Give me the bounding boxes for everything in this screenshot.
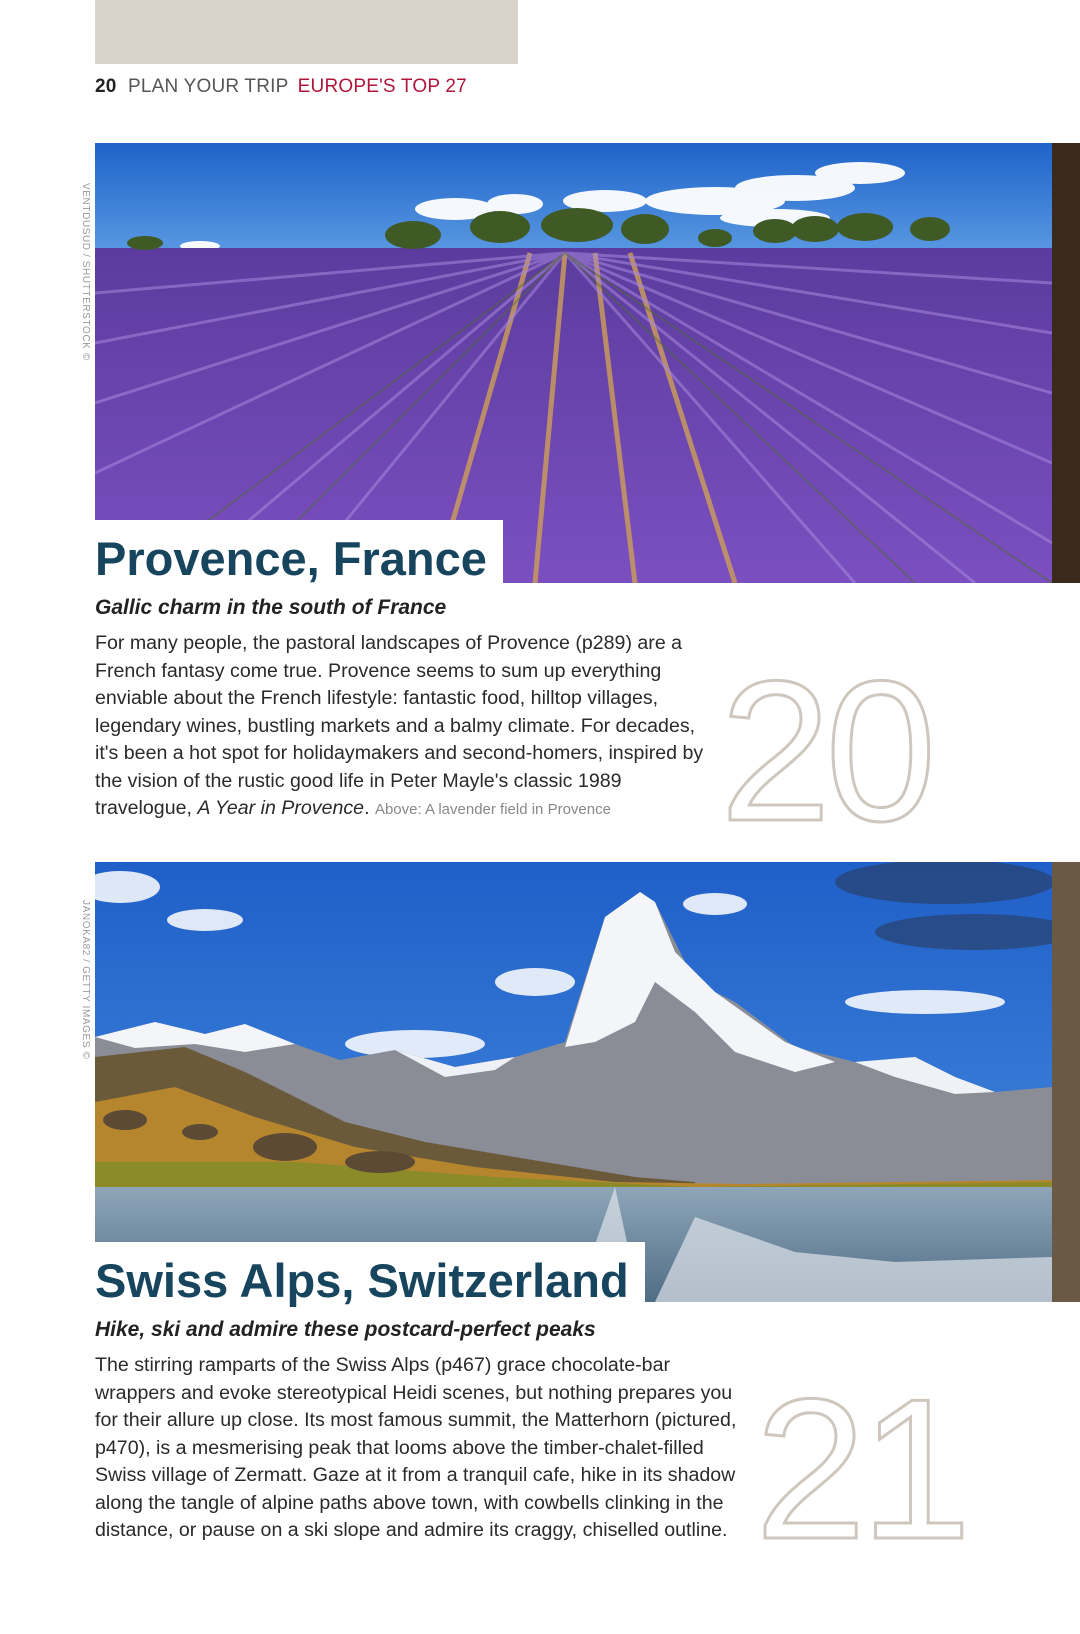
entry-subtitle: Hike, ski and admire these postcard-perfect peaks bbox=[95, 1318, 596, 1341]
page-number: 20 bbox=[95, 76, 117, 97]
entry-title: Swiss Alps, Switzerland bbox=[95, 1254, 629, 1307]
photo-caption: Above: A lavender field in Provence bbox=[374, 801, 611, 818]
entry-subtitle: Gallic charm in the south of France bbox=[95, 596, 447, 619]
photo-credit: JANOKA82 / GETTY IMAGES © bbox=[80, 900, 91, 1060]
entry-number bbox=[720, 640, 980, 830]
lavender-field-photo bbox=[95, 143, 1052, 583]
entry-body: The stirring ramparts of the Swiss Alps (p467) grace chocolate-bar wrappers and evoke stereotypical Heidi scenes, but nothing prepares you for their allure up close. Its most famous summit, the Matterhorn (pictured, p470), is a mesmerising peak that looms above the timber-chalet-filled Swiss village of Zermatt. Gaze at it from a tranquil cafe, hike in its shadow along the tangle of alpine paths above town, with cowbells clinking in the distance, or pause on a ski slope and admire its craggy, chiselled outline. bbox=[95, 1354, 737, 1541]
book-title: A Year in Provence bbox=[197, 797, 365, 819]
header-bar bbox=[95, 0, 518, 64]
chapter-label: EUROPE'S TOP 27 bbox=[297, 76, 467, 97]
photo-credit: VENTDUSUD / SHUTTERSTOCK © bbox=[80, 183, 91, 361]
entry-title-box bbox=[95, 520, 503, 585]
photo-edge-strip bbox=[1052, 862, 1080, 1302]
entry-number bbox=[755, 1358, 1015, 1548]
body-text: For many people, the pastoral landscapes of Provence (p289) are a French fantasy come true. Provence seems to sum up everything enviable about the French lifestyle: fantastic food, hilltop villages, legendary wines, bustling markets and a balmy climate. For decades, it's been a hot spot for holidaymakers and second-homers, inspired by the vision of the rustic good life in Peter Mayle's classic 1989 travelogue, bbox=[95, 632, 704, 819]
entry-title-box bbox=[95, 1242, 645, 1307]
section-label: PLAN YOUR TRIP bbox=[128, 76, 289, 97]
photo-edge-strip bbox=[1052, 143, 1080, 583]
entry-body: For many people, the pastoral landscapes of Provence (p289) are a French fantasy come true. Provence seems to sum up everything enviable about the French lifestyle: fantastic food, hilltop villages, legendary wines, bustling markets and a balmy climate. For decades, it's been a hot spot for holidaymakers and second-homers, inspired by the vision of the rustic good life in Peter Mayle's classic 1989 travelogue, A Year in Provence. Above: A lavender field in Provence bbox=[95, 632, 704, 819]
svg-text:21: 21 bbox=[755, 1358, 966, 1548]
matterhorn-photo bbox=[95, 862, 1052, 1302]
entry-title: Provence, France bbox=[95, 532, 487, 585]
svg-text:20: 20 bbox=[720, 640, 931, 830]
running-header bbox=[95, 76, 467, 98]
